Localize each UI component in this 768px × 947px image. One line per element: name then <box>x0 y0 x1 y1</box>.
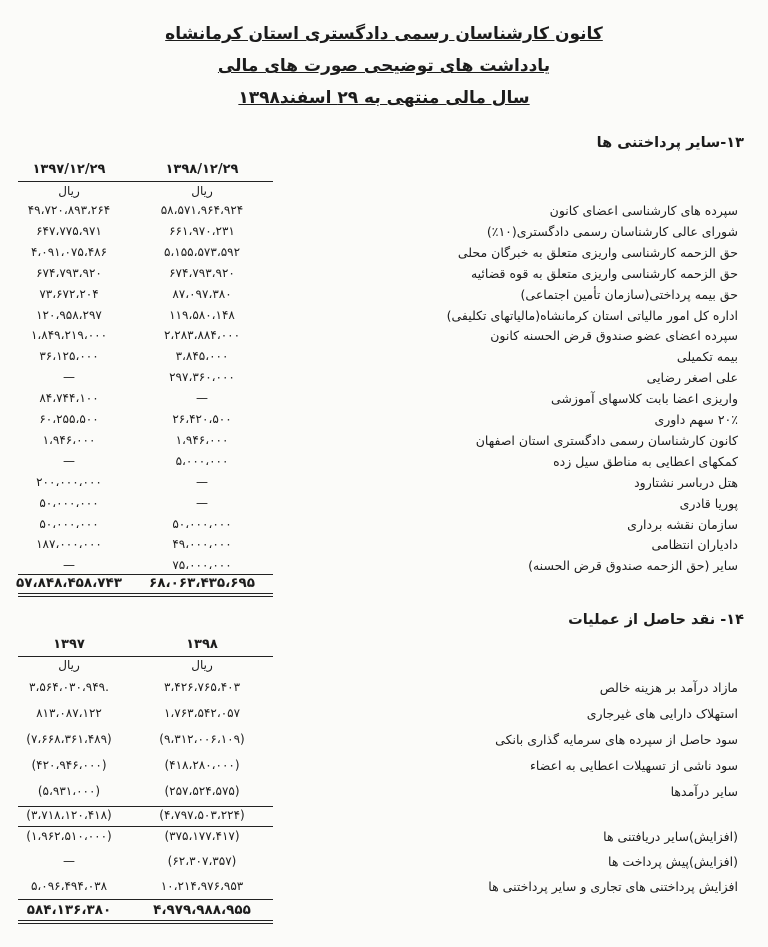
row-value-1398: ۵،۱۵۵،۵۷۳،۵۹۲ <box>163 244 241 259</box>
col-1398-header-14: ۱۳۹۸ <box>186 637 218 652</box>
row-value-1398: ۷۵،۰۰۰،۰۰۰ <box>172 558 232 573</box>
col-1398-unit-14: ریال <box>191 658 213 672</box>
row-value-1397: ۷۳،۶۷۲،۲۰۴ <box>39 286 99 301</box>
row-value-1397: ۱۲۰،۹۵۸،۲۹۷ <box>36 307 102 322</box>
row-label: (افزایش)سایر دریافتنی ها <box>603 829 738 844</box>
section-13-total-1397: ۵۷،۸۴۸،۴۵۸،۷۴۳ <box>15 575 123 591</box>
report-org-title: کانون کارشناسان رسمی دادگستری استان کرمانشاه <box>165 24 603 44</box>
row-label: کانون کارشناسان رسمی دادگستری استان اصفهان <box>475 432 738 448</box>
col-1397-unit-14: ریال <box>58 658 80 672</box>
row-value-1397: — <box>63 370 75 385</box>
row-value-1397: ۱،۸۴۹،۲۱۹،۰۰۰ <box>30 328 108 343</box>
row-value-1397: ۵،۰۹۶،۴۹۴،۰۳۸ <box>30 879 108 893</box>
row-value-1397: ۶۰،۲۵۵،۵۰۰ <box>39 412 99 426</box>
section-14-subtotal-1398: (۴،۷۹۷،۵۰۳،۲۲۴) <box>159 808 245 822</box>
row-label: کمکهای اعطایی به مناطق سیل زده <box>553 453 738 469</box>
row-label: ۲۰٪ سهم داوری <box>654 412 738 427</box>
row-value-1398: (۴۱۸،۲۸۰،۰۰۰) <box>164 758 240 772</box>
row-value-1398: (۳۷۵،۱۷۷،۴۱۷) <box>164 829 240 843</box>
row-label: سایر (حق الزحمه صندوق قرض الحسنه) <box>528 558 738 574</box>
row-value-1398: (۲۵۷،۵۲۴،۵۷۵) <box>164 784 240 798</box>
row-label: بیمه تکمیلی <box>676 349 738 365</box>
section-13-total-1398: ۶۸،۰۶۳،۴۳۵،۶۹۵ <box>148 575 256 591</box>
row-label: حق بیمه پرداختی(سازمان تأمین اجتماعی) <box>520 286 738 302</box>
row-value-1398: ۳،۸۴۵،۰۰۰ <box>175 349 229 364</box>
row-value-1398: ۵،۰۰۰،۰۰۰ <box>175 453 229 468</box>
row-value-1397: ۸۴،۷۴۴،۱۰۰ <box>39 391 99 406</box>
row-value-1398: — <box>196 474 208 489</box>
row-value-1397: ۵۰،۰۰۰،۰۰۰ <box>39 495 99 510</box>
section-14-subtotal-1397: (۳،۷۱۸،۱۲۰،۴۱۸) <box>26 808 112 822</box>
row-value-1398: ۲۹۷،۳۶۰،۰۰۰ <box>169 370 235 385</box>
row-label: سپرده های کارشناسی اعضای کانون <box>549 203 738 218</box>
row-label: مازاد درآمد بر هزینه خالص <box>599 680 738 695</box>
col-1397-header: ۱۳۹۷/۱۲/۲۹ <box>32 162 106 177</box>
section-14-total-1397: ۵۸۴،۱۳۶،۳۸۰ <box>26 902 112 918</box>
row-value-1397: ۱۸۷،۰۰۰،۰۰۰ <box>36 537 102 552</box>
row-value-1398: ۱،۹۴۶،۰۰۰ <box>175 432 229 447</box>
section-14-title: ۱۴- نقد حاصل از عملیات <box>568 612 744 628</box>
col-1398-header: ۱۳۹۸/۱۲/۲۹ <box>165 162 239 177</box>
col-1397-unit: ریال <box>58 184 80 198</box>
row-label: سپرده اعضای عضو صندوق قرض الحسنه کانون <box>490 328 738 344</box>
row-value-1398: ۵۸،۵۷۱،۹۶۴،۹۲۴ <box>160 203 244 217</box>
row-value-1397: (۵،۹۳۱،۰۰۰) <box>37 784 101 798</box>
col-1397-header-14: ۱۳۹۷ <box>53 637 85 652</box>
subtotal-rule-bottom <box>18 826 273 827</box>
total-rule-top-14 <box>18 899 273 900</box>
row-value-1398: ۶۷۴،۷۹۳،۹۲۰ <box>169 265 235 280</box>
col-1398-unit: ریال <box>191 184 213 198</box>
total-rule-bottom-14b <box>18 923 273 924</box>
row-value-1398: ۱۱۹،۵۸۰،۱۴۸ <box>169 307 235 322</box>
row-value-1397: ۴،۰۹۱،۰۷۵،۴۸۶ <box>30 244 108 259</box>
row-value-1397: (۴۲۰،۹۴۶،۰۰۰) <box>31 758 107 772</box>
row-label: حق الزحمه کارشناسی واریزی متعلق به قوه قضائیه <box>470 265 738 281</box>
row-label: واریزی اعضا بابت کلاسهای آموزشی <box>550 391 738 407</box>
row-label: سازمان نقشه برداری <box>627 516 738 532</box>
total-rule-bottom-2 <box>18 596 273 597</box>
row-value-1398: ۶۶۱،۹۷۰،۲۳۱ <box>169 223 235 238</box>
row-label: علی اصغر رضایی <box>646 370 738 386</box>
section-14-total-1398: ۴،۹۷۹،۹۸۸،۹۵۵ <box>153 902 251 918</box>
row-value-1397: (۱،۹۶۲،۵۱۰،۰۰۰) <box>26 829 112 843</box>
row-value-1398: (۶۲،۳۰۷،۳۵۷) <box>167 854 237 868</box>
row-value-1397: (۷،۶۶۸،۳۶۱،۴۸۹) <box>26 732 112 746</box>
total-rule-bottom-14a <box>18 920 273 921</box>
row-label: اداره کل امور مالیاتی استان کرمانشاه(مالیاتهای تکلیفی) <box>446 307 738 323</box>
row-value-1398: ۲،۲۸۳،۸۸۴،۰۰۰ <box>163 328 241 343</box>
row-value-1398: — <box>196 391 208 406</box>
row-label: حق الزحمه کارشناسی واریزی متعلق به خبرگان محلی <box>457 244 738 260</box>
row-value-1397: ۳،۵۶۴،۰۳۰،۹۴۹. <box>29 680 109 694</box>
section-13-title: ۱۳-سایر پرداختنی ها <box>596 135 744 151</box>
row-value-1397: ۱،۹۴۶،۰۰۰ <box>42 432 96 447</box>
row-label: سایر درآمدها <box>670 784 738 799</box>
row-label: شورای عالی کارشناسان رسمی دادگستری(۱۰٪) <box>486 223 738 239</box>
row-value-1398: — <box>196 495 208 510</box>
total-rule-bottom-1 <box>18 593 273 594</box>
subtotal-rule-top <box>18 806 273 807</box>
row-label: (افزایش)پیش پرداخت ها <box>608 854 738 869</box>
row-value-1397: ۳۶،۱۲۵،۰۰۰ <box>39 349 99 364</box>
row-label: استهلاک دارایی های غیرجاری <box>586 706 738 721</box>
row-value-1398: ۲۶،۴۲۰،۵۰۰ <box>172 412 232 426</box>
header-rule <box>18 181 273 182</box>
header-rule-14 <box>18 656 273 657</box>
row-value-1398: ۸۷،۰۹۷،۳۸۰ <box>172 286 232 301</box>
report-period: سال مالی منتهی به ۲۹ اسفند۱۳۹۸ <box>238 88 530 108</box>
row-value-1397: ۸۱۳،۰۸۷،۱۲۲ <box>36 706 102 720</box>
row-value-1397: ۵۰،۰۰۰،۰۰۰ <box>39 516 99 531</box>
row-label: سود حاصل از سپرده های سرمایه گذاری بانکی <box>495 732 738 747</box>
row-label: پوریا قادری <box>679 495 738 511</box>
row-value-1398: ۳،۴۲۶،۷۶۵،۴۰۳ <box>163 680 241 694</box>
row-value-1397: — <box>63 453 75 468</box>
row-label: سود ناشی از تسهیلات اعطایی به اعضاء <box>530 758 738 773</box>
row-label: دادیاران انتظامی <box>651 537 738 553</box>
row-label: هتل درباسر نشتارود <box>634 474 738 490</box>
row-value-1397: — <box>63 854 75 868</box>
row-value-1398: ۵۰،۰۰۰،۰۰۰ <box>172 516 232 531</box>
row-value-1397: ۴۹،۷۲۰،۸۹۳،۲۶۴ <box>27 203 111 217</box>
row-value-1397: ۶۷۴،۷۹۳،۹۲۰ <box>36 265 102 280</box>
row-value-1398: ۴۹،۰۰۰،۰۰۰ <box>172 537 232 552</box>
row-label: افزایش پرداختنی های تجاری و سایر پرداختنی ها <box>488 879 738 894</box>
row-value-1397: ۲۰۰،۰۰۰،۰۰۰ <box>36 474 102 489</box>
row-value-1398: (۹،۳۱۲،۰۰۶،۱۰۹) <box>159 732 245 746</box>
row-value-1397: — <box>63 558 75 573</box>
row-value-1398: ۱۰،۲۱۴،۹۷۶،۹۵۳ <box>160 879 244 893</box>
report-subtitle: یادداشت های توضیحی صورت های مالی <box>217 56 551 76</box>
row-value-1398: ۱،۷۶۳،۵۴۲،۰۵۷ <box>163 706 241 720</box>
row-value-1397: ۶۴۷،۷۷۵،۹۷۱ <box>36 223 102 238</box>
